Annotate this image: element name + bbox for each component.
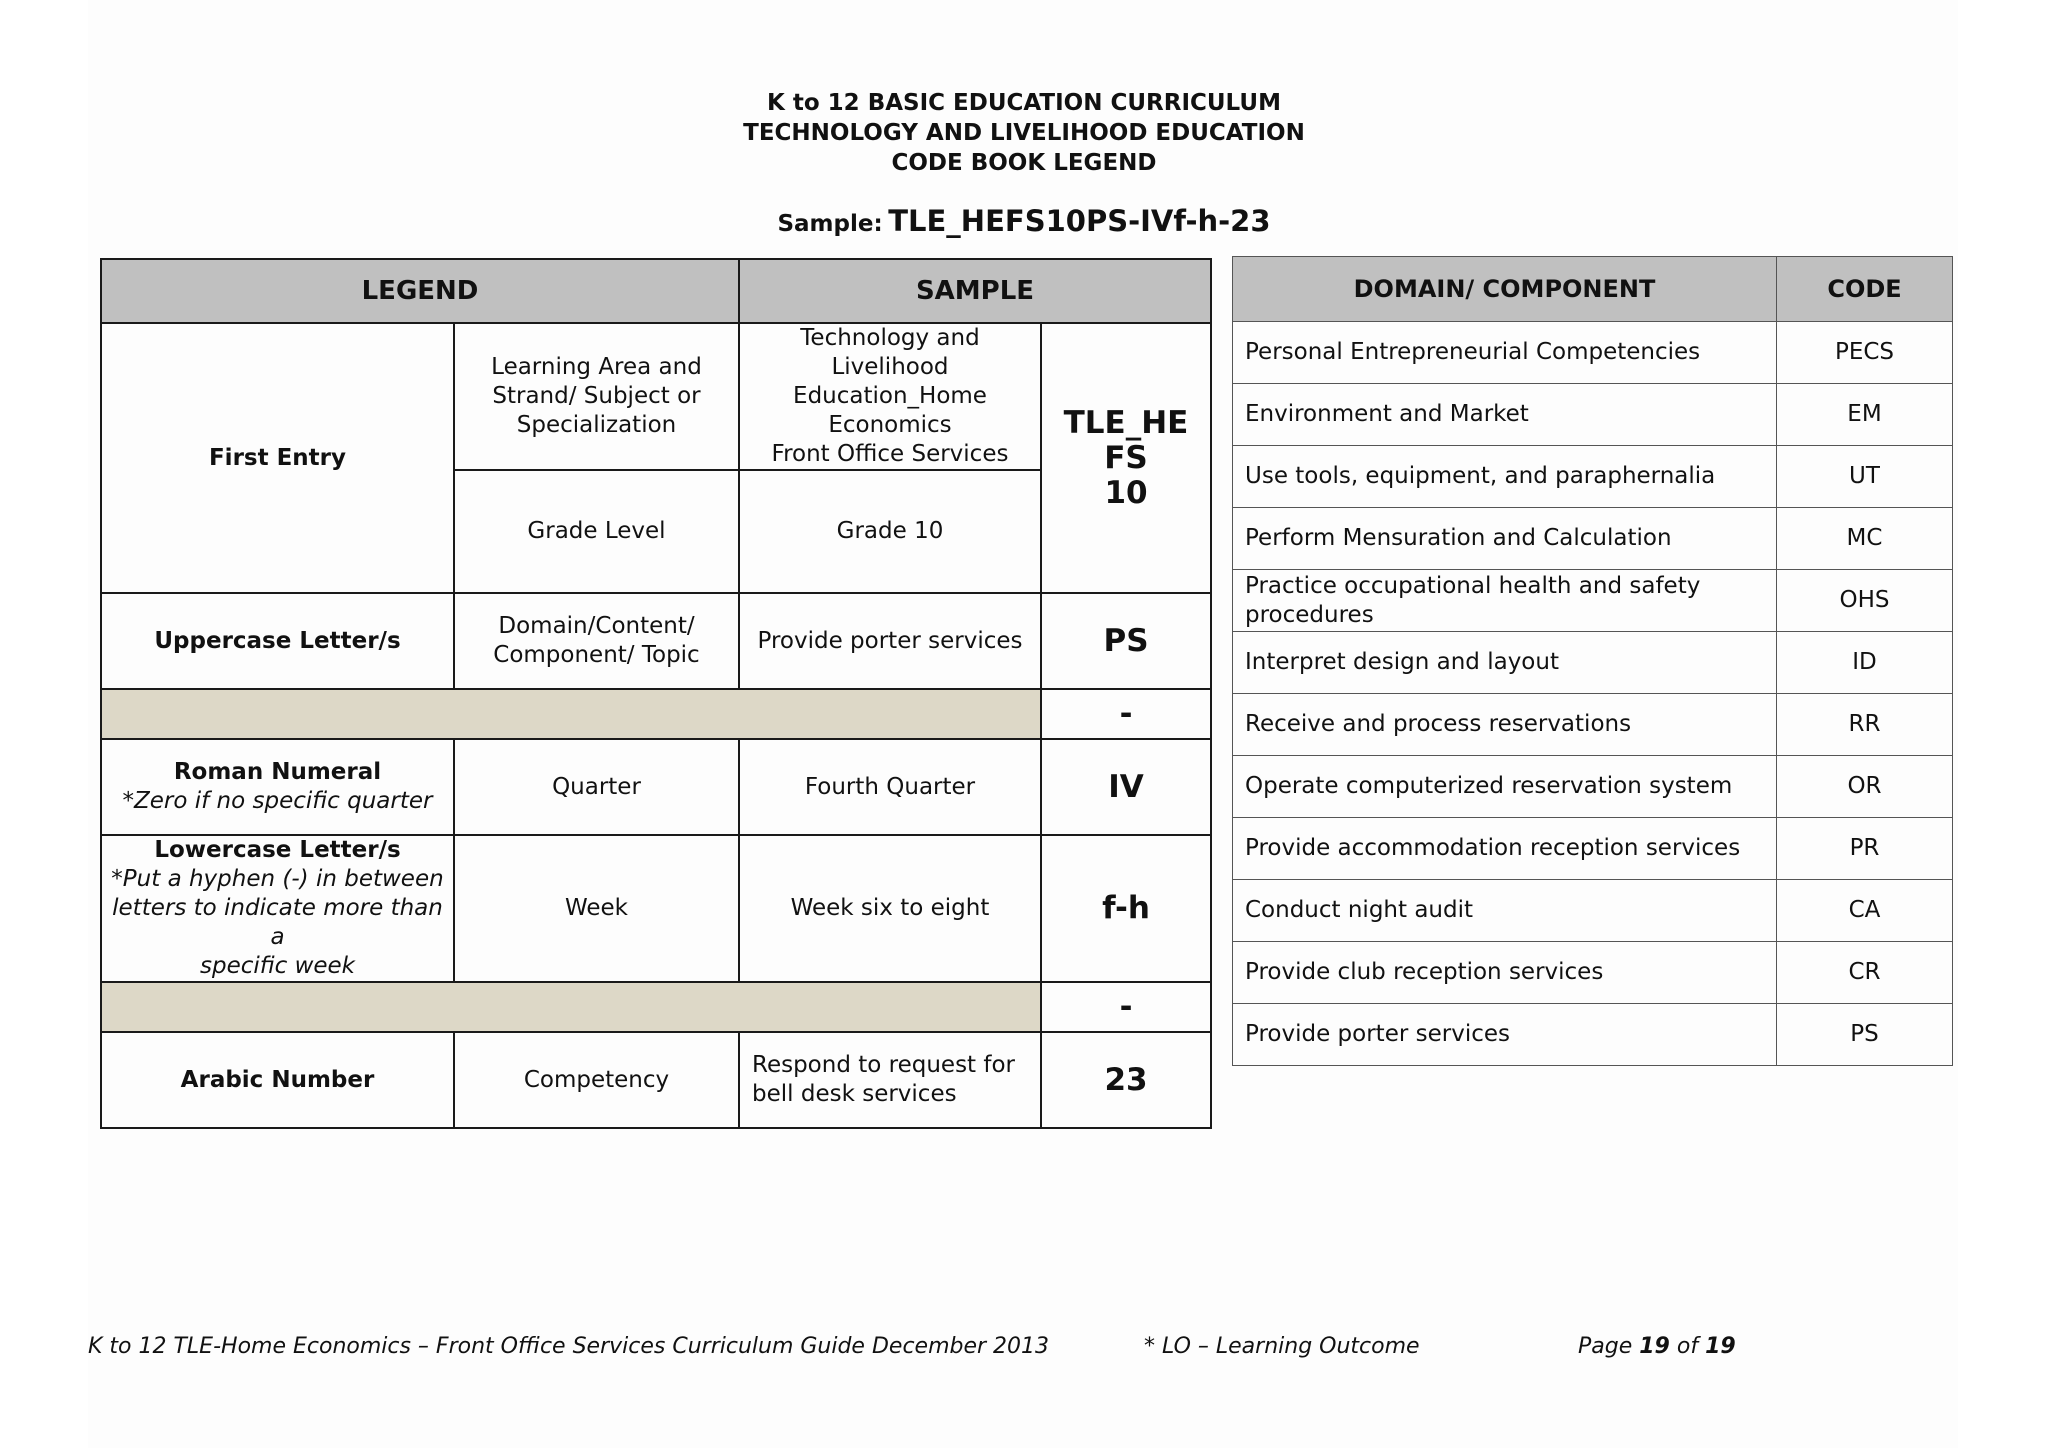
domain-code-cell: MC bbox=[1777, 508, 1953, 570]
lowercase-cell: Lowercase Letter/s *Put a hyphen (-) in between letters to indicate more than a specific week bbox=[101, 835, 454, 982]
domain-name-cell: Personal Entrepreneurial Competencies bbox=[1233, 322, 1777, 384]
domain-content-cell: Domain/Content/ Component/ Topic bbox=[454, 593, 739, 689]
domain-code: PS bbox=[1041, 593, 1211, 689]
uppercase-label: Uppercase Letter/s bbox=[101, 593, 454, 689]
table-row bbox=[1233, 1004, 1953, 1066]
hyphen-code: - bbox=[1041, 982, 1211, 1032]
week-sample: Week six to eight bbox=[739, 835, 1041, 982]
domain-code-cell: PR bbox=[1777, 818, 1953, 880]
first-entry-code: TLE_HE FS 10 bbox=[1041, 323, 1211, 593]
domain-code-cell: CA bbox=[1777, 880, 1953, 942]
domain-component-header: DOMAIN/ COMPONENT bbox=[1233, 257, 1777, 322]
domain-name-cell: Environment and Market bbox=[1233, 384, 1777, 446]
lowercase-label: Lowercase Letter/s bbox=[154, 837, 401, 863]
footer-guide: K to 12 TLE-Home Economics – Front Office Services Curriculum Guide December 2013 bbox=[88, 1334, 1050, 1359]
table-row bbox=[1233, 632, 1953, 694]
domain-sample: Provide porter services bbox=[739, 593, 1041, 689]
domain-name-cell: Provide club reception services bbox=[1233, 942, 1777, 1004]
sample-header: SAMPLE bbox=[739, 259, 1211, 323]
roman-numeral-cell bbox=[101, 739, 454, 835]
week-cell: Week bbox=[454, 835, 739, 982]
table-row bbox=[1233, 942, 1953, 1004]
sample-label: Sample: bbox=[777, 211, 883, 237]
table-row bbox=[1233, 818, 1953, 880]
footer-page-number: Page 19 of 19 bbox=[1578, 1334, 1736, 1359]
header-line-3: CODE BOOK LEGEND bbox=[891, 150, 1157, 176]
domain-name-cell: Operate computerized reservation system bbox=[1233, 756, 1777, 818]
domain-name-cell: Practice occupational health and safety procedures bbox=[1233, 570, 1777, 632]
roman-numeral-note: *Zero if no specific quarter bbox=[122, 788, 433, 814]
competency-code: 23 bbox=[1041, 1032, 1211, 1128]
domain-code-cell: OR bbox=[1777, 756, 1953, 818]
table-row bbox=[1233, 446, 1953, 508]
grade-level-cell: Grade Level bbox=[454, 470, 739, 593]
code-header: CODE bbox=[1777, 257, 1953, 322]
grade-level-sample: Grade 10 bbox=[739, 470, 1041, 593]
domain-name-cell: Perform Mensuration and Calculation bbox=[1233, 508, 1777, 570]
domain-code-cell: PS bbox=[1777, 1004, 1953, 1066]
domain-code-cell: UT bbox=[1777, 446, 1953, 508]
table-row bbox=[1233, 384, 1953, 446]
arabic-number-label: Arabic Number bbox=[101, 1032, 454, 1128]
table-row bbox=[1233, 880, 1953, 942]
domain-name-cell: Receive and process reservations bbox=[1233, 694, 1777, 756]
domain-name-cell: Use tools, equipment, and paraphernalia bbox=[1233, 446, 1777, 508]
domain-code-cell: CR bbox=[1777, 942, 1953, 1004]
quarter-sample: Fourth Quarter bbox=[739, 739, 1041, 835]
domain-code-cell: RR bbox=[1777, 694, 1953, 756]
roman-numeral-label: Roman Numeral bbox=[173, 759, 382, 785]
table-row bbox=[1233, 570, 1953, 632]
domain-name-cell: Conduct night audit bbox=[1233, 880, 1777, 942]
separator-row bbox=[101, 689, 1041, 739]
sample-code: TLE_HEFS10PS-IVf-h-23 bbox=[888, 204, 1271, 238]
header-line-1: K to 12 BASIC EDUCATION CURRICULUM bbox=[767, 90, 1281, 116]
domain-code-cell: PECS bbox=[1777, 322, 1953, 384]
domain-code-cell: EM bbox=[1777, 384, 1953, 446]
table-row bbox=[1233, 322, 1953, 384]
domain-name-cell: Interpret design and layout bbox=[1233, 632, 1777, 694]
legend-table bbox=[100, 258, 1212, 1129]
hyphen-code: - bbox=[1041, 689, 1211, 739]
competency-cell: Competency bbox=[454, 1032, 739, 1128]
separator-row bbox=[101, 982, 1041, 1032]
domain-code-cell: ID bbox=[1777, 632, 1953, 694]
domain-name-cell: Provide porter services bbox=[1233, 1004, 1777, 1066]
domain-component-table bbox=[1232, 256, 1953, 1066]
table-row bbox=[1233, 694, 1953, 756]
competency-sample: Respond to request for bell desk services bbox=[739, 1032, 1041, 1128]
domain-code-cell: OHS bbox=[1777, 570, 1953, 632]
table-row bbox=[1233, 756, 1953, 818]
table-row bbox=[1233, 508, 1953, 570]
quarter-cell: Quarter bbox=[454, 739, 739, 835]
legend-header: LEGEND bbox=[101, 259, 739, 323]
domain-name-cell: Provide accommodation reception services bbox=[1233, 818, 1777, 880]
quarter-code: IV bbox=[1041, 739, 1211, 835]
sample-code-line bbox=[0, 204, 2048, 238]
document-header bbox=[0, 88, 2048, 178]
header-line-2: TECHNOLOGY AND LIVELIHOOD EDUCATION bbox=[743, 120, 1305, 146]
learning-area-sample: Technology and Livelihood Education_Home Economics Front Office Services bbox=[739, 323, 1041, 470]
first-entry-label: First Entry bbox=[101, 323, 454, 593]
learning-area-cell: Learning Area and Strand/ Subject or Specialization bbox=[454, 323, 739, 470]
footer-lo-note: * LO – Learning Outcome bbox=[1144, 1334, 1420, 1359]
week-code: f-h bbox=[1041, 835, 1211, 982]
